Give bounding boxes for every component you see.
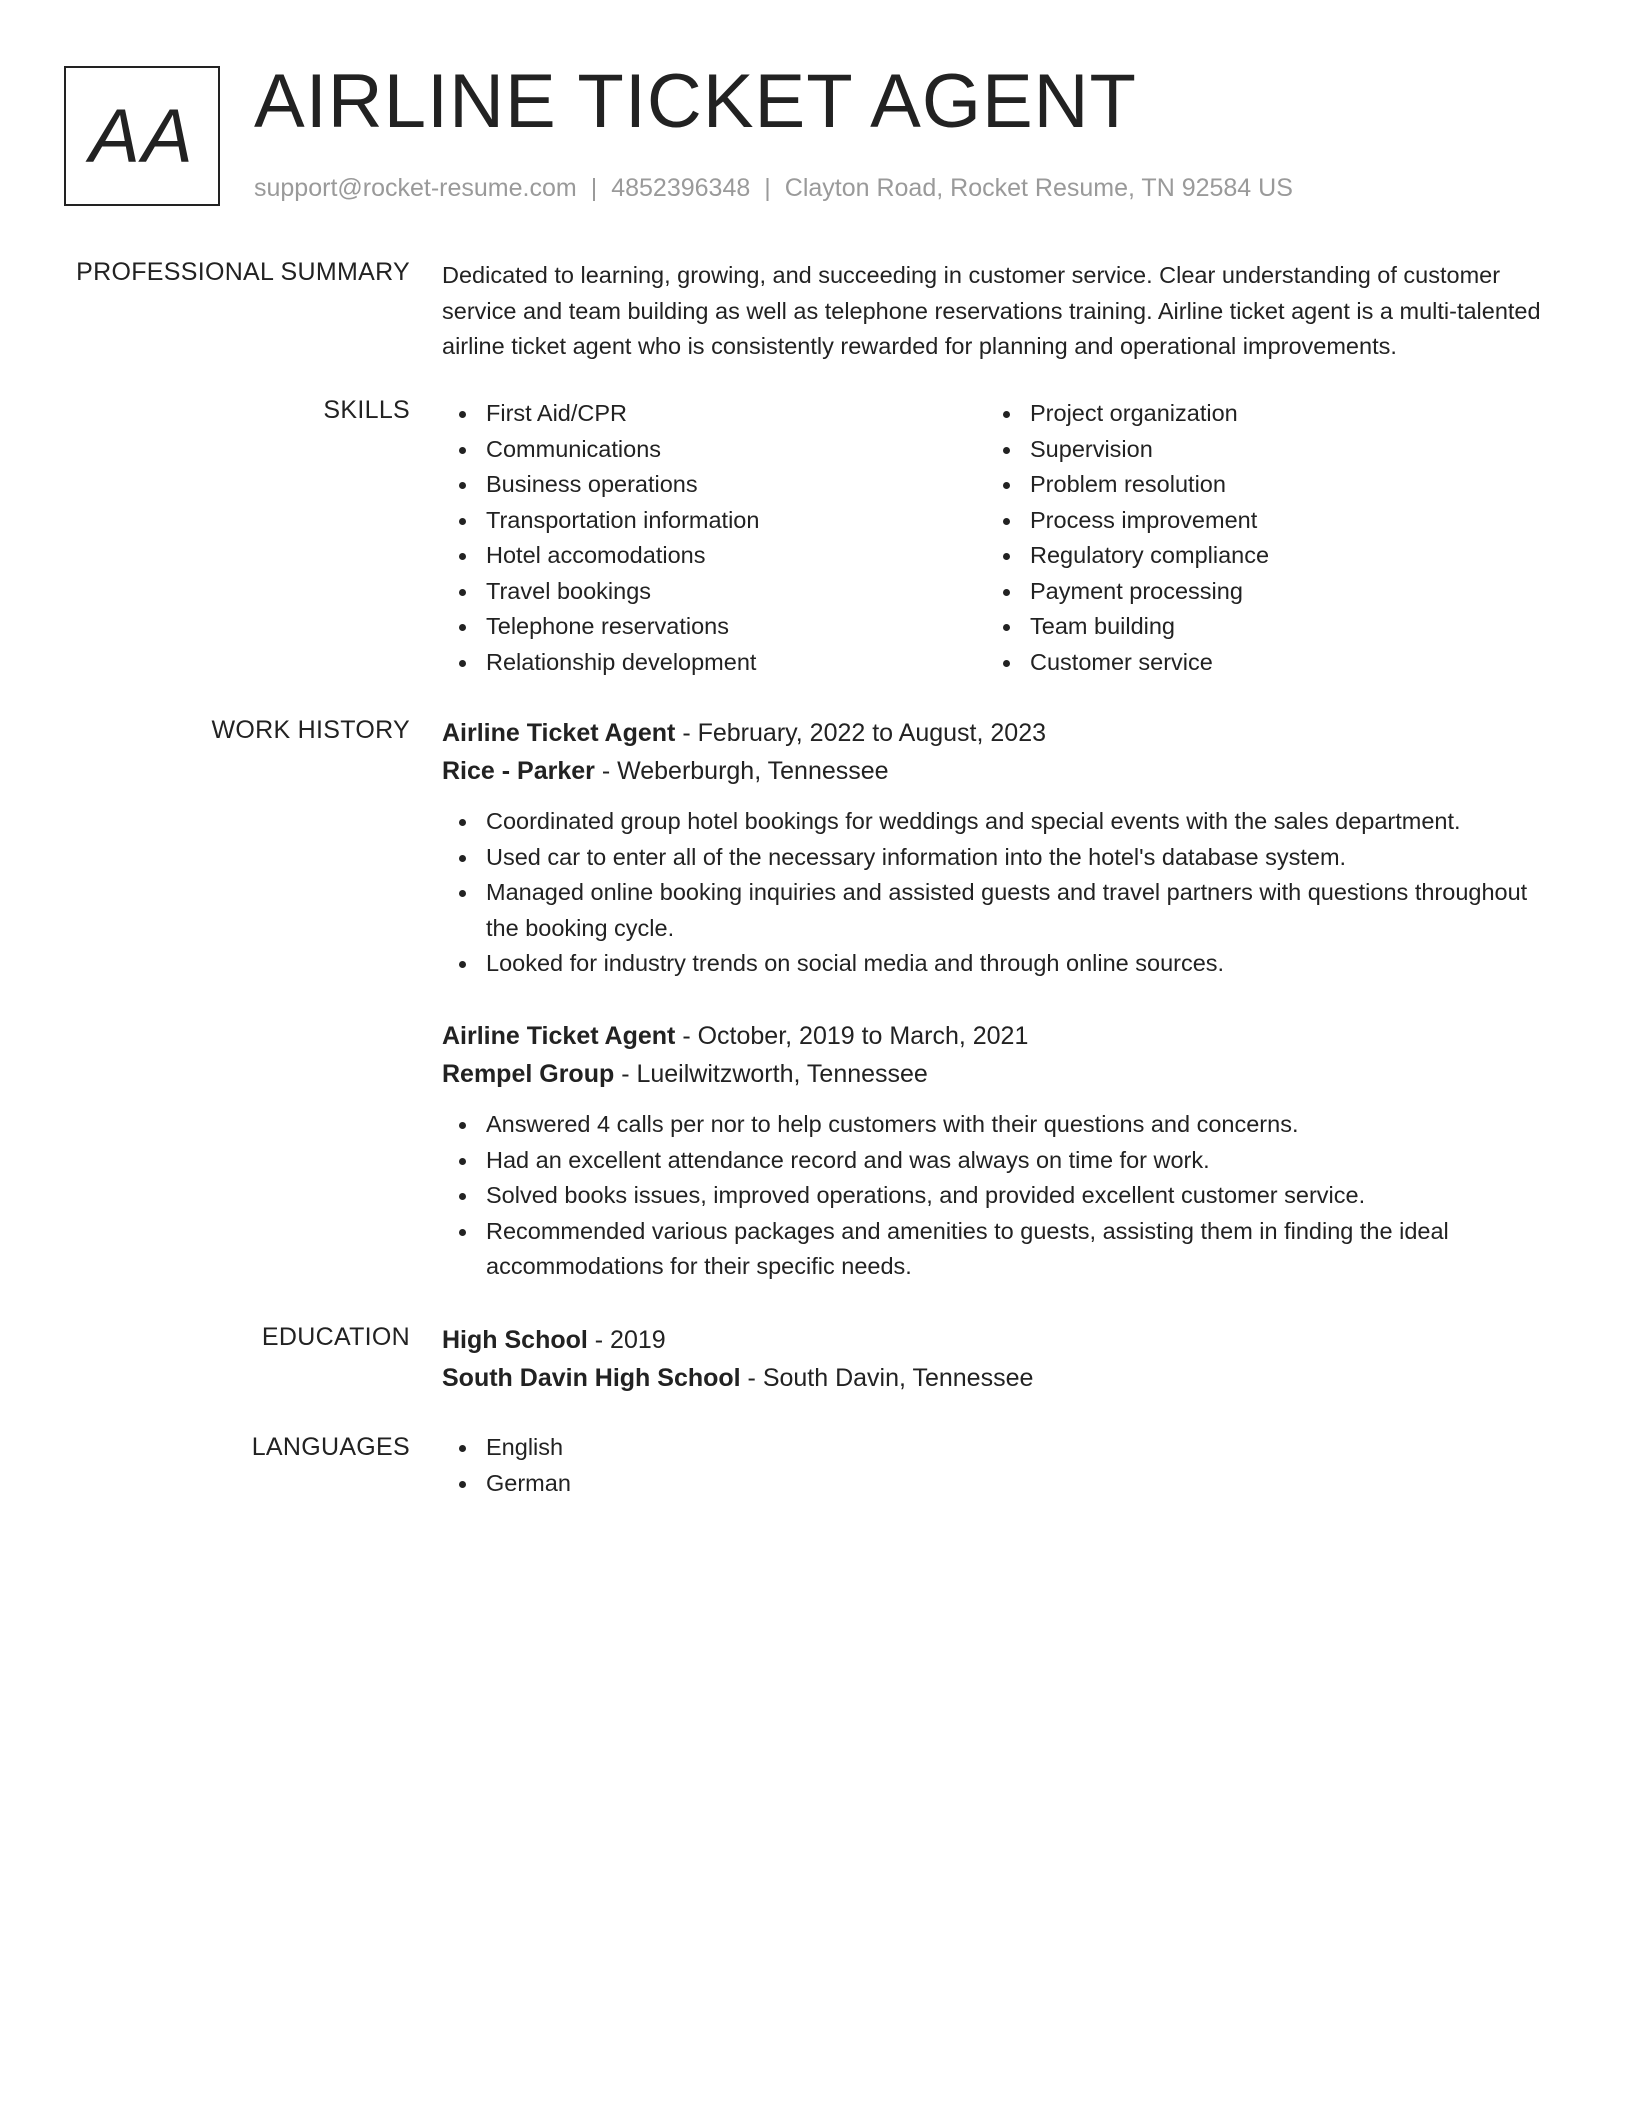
- skills-column-right: [986, 396, 1506, 680]
- job-entry: [442, 1017, 1562, 1285]
- page-title: AIRLINE TICKET AGENT: [254, 59, 1137, 144]
- list-item: German: [486, 1466, 1562, 1502]
- list-item: Recommended various packages and amenities to guests, assisting them in finding the ideal accommodations for their specific needs.: [486, 1214, 1562, 1285]
- list-item: Payment processing: [1030, 574, 1506, 610]
- languages-entry: [442, 1430, 1562, 1501]
- list-item: Used car to enter all of the necessary information into the hotel's database system.: [486, 840, 1562, 876]
- job-title-line: [442, 714, 1562, 752]
- list-item: Answered 4 calls per nor to help customers with their questions and concerns.: [486, 1107, 1562, 1143]
- job-company: Rice - Parker: [442, 757, 595, 785]
- list-item: Had an excellent attendance record and was always on time for work.: [486, 1143, 1562, 1179]
- skills-list-right: [986, 396, 1506, 680]
- education-location: - South Davin, Tennessee: [740, 1364, 1034, 1392]
- list-item: Travel bookings: [486, 574, 962, 610]
- section-label-skills: SKILLS: [323, 396, 410, 424]
- job-entry: [442, 714, 1562, 982]
- monogram-box: AA: [64, 66, 220, 206]
- list-item: Problem resolution: [1030, 467, 1506, 503]
- job-title: Airline Ticket Agent: [442, 719, 676, 747]
- contact-phone: 4852396348: [611, 174, 751, 202]
- education-year: - 2019: [587, 1326, 666, 1354]
- job-location: - Weberburgh, Tennessee: [594, 757, 889, 785]
- contact-line: [254, 174, 1293, 203]
- list-item: Solved books issues, improved operations, and provided excellent customer service.: [486, 1178, 1562, 1214]
- list-item: Customer service: [1030, 645, 1506, 681]
- list-item: English: [486, 1430, 1562, 1466]
- job-title: Airline Ticket Agent: [442, 1022, 676, 1050]
- job-company-line: [442, 752, 1562, 790]
- list-item: Project organization: [1030, 396, 1506, 432]
- section-label-languages: LANGUAGES: [251, 1433, 410, 1461]
- contact-email: support@rocket-resume.com: [254, 174, 577, 202]
- list-item: Transportation information: [486, 503, 962, 539]
- contact-separator: |: [764, 174, 771, 202]
- education-degree-line: [442, 1321, 1562, 1359]
- languages-list: [442, 1430, 1562, 1501]
- job-dates: - February, 2022 to August, 2023: [675, 719, 1046, 747]
- job-location: - Lueilwitzworth, Tennessee: [614, 1060, 928, 1088]
- job-company: Rempel Group: [442, 1060, 615, 1088]
- education-school-line: [442, 1359, 1562, 1397]
- list-item: Process improvement: [1030, 503, 1506, 539]
- job-company-line: [442, 1055, 1562, 1093]
- list-item: Business operations: [486, 467, 962, 503]
- list-item: Relationship development: [486, 645, 962, 681]
- skills-list-left: [442, 396, 962, 680]
- section-label-education: EDUCATION: [261, 1323, 410, 1351]
- job-bullets: [442, 804, 1562, 982]
- list-item: Communications: [486, 432, 962, 468]
- list-item: Hotel accomodations: [486, 538, 962, 574]
- list-item: Managed online booking inquiries and assisted guests and travel partners with questions throughout the booking cycle.: [486, 875, 1562, 946]
- list-item: First Aid/CPR: [486, 396, 962, 432]
- skills-column-left: [442, 396, 962, 680]
- contact-separator: |: [590, 174, 598, 202]
- job-title-line: [442, 1017, 1562, 1055]
- list-item: Regulatory compliance: [1030, 538, 1506, 574]
- contact-address: Clayton Road, Rocket Resume, TN 92584 US: [784, 174, 1293, 202]
- list-item: Looked for industry trends on social media and through online sources.: [486, 946, 1562, 982]
- education-school: South Davin High School: [442, 1364, 741, 1392]
- section-label-work: WORK HISTORY: [211, 716, 410, 744]
- list-item: Supervision: [1030, 432, 1506, 468]
- job-bullets: [442, 1107, 1562, 1285]
- summary-text: Dedicated to learning, growing, and succeeding in customer service. Clear understanding of customer service and team building as well as telephone reservations training. Airline ticket agent is a multi-talented airline ticket agent who is consistently rewarded for planning and operational improvements.: [442, 262, 1541, 359]
- job-dates: - October, 2019 to March, 2021: [675, 1022, 1029, 1050]
- education-degree: High School: [442, 1326, 588, 1354]
- list-item: Team building: [1030, 609, 1506, 645]
- list-item: Telephone reservations: [486, 609, 962, 645]
- list-item: Coordinated group hotel bookings for weddings and special events with the sales department.: [486, 804, 1562, 840]
- section-label-summary: PROFESSIONAL SUMMARY: [76, 258, 410, 286]
- education-entry: [442, 1321, 1562, 1397]
